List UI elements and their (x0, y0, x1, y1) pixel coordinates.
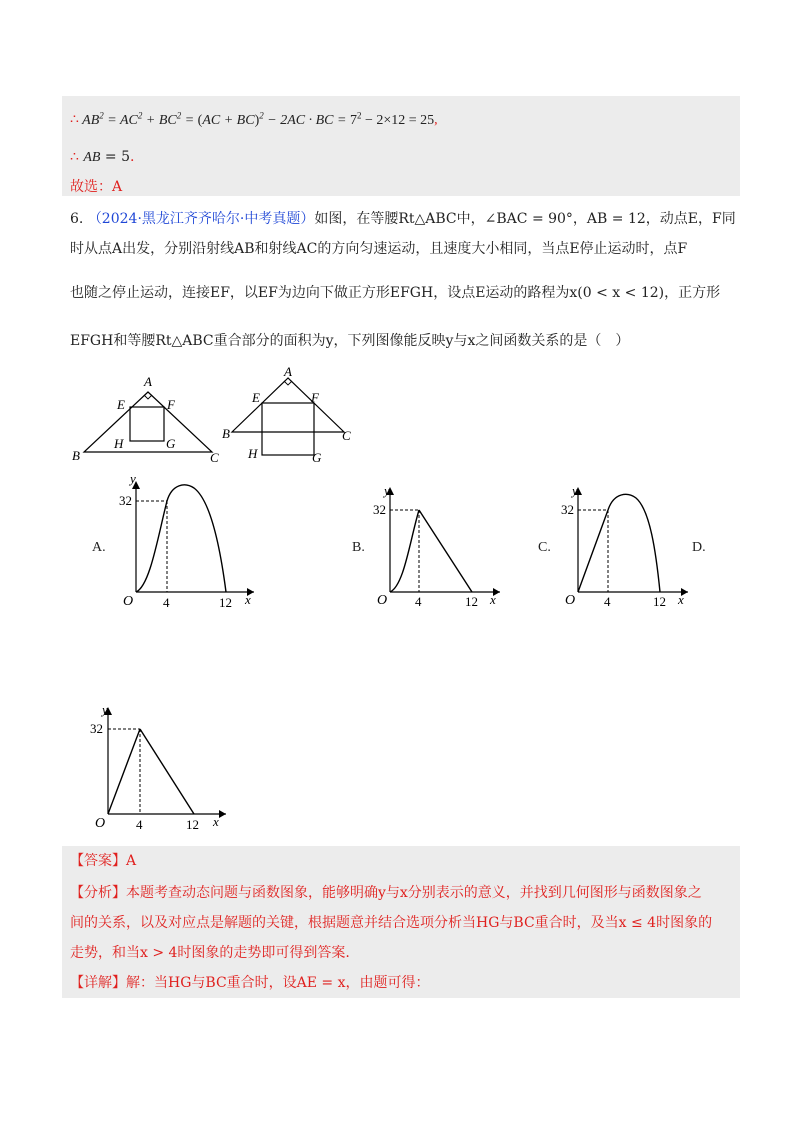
question-line-2: 时从点A出发，分别沿射线AB和射线AC的方向匀速运动，且速度大小相同，当点E停止运动时，点F (70, 241, 688, 257)
y-axis-label: y (102, 702, 108, 717)
graph-option-c (552, 482, 694, 610)
label-H: H (114, 436, 124, 451)
x-axis-label: x (245, 592, 251, 607)
tick-12: 12 (186, 817, 199, 832)
label-B: B (222, 426, 230, 441)
tick-4: 4 (163, 595, 170, 610)
label-F: F (167, 397, 175, 412)
analysis-line-1: 【分析】本题考查动态问题与函数图象，能够明确y与x分别表示的意义，并找到几何图形与函数图象之 (70, 885, 702, 901)
option-label-a[interactable]: A. (92, 540, 106, 555)
question-line-4: EFGH和等腰Rt△ABC重合部分的面积为y，下列图像能反映y与x之间函数关系的是（ ） (70, 333, 630, 349)
tick-32: 32 (119, 493, 132, 508)
tick-12: 12 (219, 595, 232, 610)
origin-label: O (565, 593, 576, 608)
label-E: E (252, 390, 260, 405)
y-axis-label: y (130, 476, 136, 486)
label-A: A (144, 374, 152, 389)
tick-4: 4 (604, 594, 611, 609)
tick-32: 32 (373, 502, 386, 517)
x-axis-label: x (213, 814, 219, 829)
question-line-1 (70, 208, 736, 230)
label-G: G (312, 450, 322, 465)
triangle-figure-1 (70, 372, 230, 464)
question-line-3: 也随之停止运动，连接EF，以EF为边向下做正方形EFGH，设点E运动的路程为x(0 < x < 12)，正方形 (70, 285, 721, 301)
detail-line-1: 【详解】解：当HG与BC重合时，设AE = x，由题可得： (70, 975, 430, 991)
label-F: F (311, 390, 319, 405)
y-axis-label: y (384, 483, 390, 498)
graph-option-a (110, 476, 260, 610)
tick-32: 32 (561, 502, 574, 517)
origin-label: O (95, 816, 106, 831)
tick-4: 4 (136, 817, 143, 832)
tick-4: 4 (415, 594, 422, 609)
tick-32: 32 (90, 721, 103, 736)
x-axis-label: x (678, 592, 684, 607)
graph-option-b (364, 482, 506, 610)
origin-label: O (377, 593, 388, 608)
x-axis-label: x (490, 592, 496, 607)
analysis-line-3: 走势，和当x > 4时图象的走势即可得到答案. (70, 945, 350, 961)
triangle-figure-2 (216, 366, 366, 466)
label-C: C (210, 450, 219, 464)
analysis-line-2: 间的关系，以及对应点是解题的关键，根据题意并结合选项分析当HG与BC重合时，及当x ≤ 4时图象的 (70, 915, 713, 931)
label-B: B (72, 448, 80, 463)
previous-equation-line: ∴ $AB^2 = AC^2 + BC^2 = (AC + BC)^2 - 2AC$ · BC = $7^2 - 2\times 12 = 25$, (70, 110, 438, 128)
option-label-b[interactable]: B. (352, 540, 365, 555)
tick-12: 12 (465, 594, 478, 609)
label-A: A (284, 366, 292, 379)
label-H: H (248, 446, 258, 461)
previous-choice-line: 故选：A (70, 179, 123, 195)
option-label-d[interactable]: D. (692, 540, 706, 555)
question-line-1-text: 如图，在等腰Rt△ABC中，∠BAC = 90°，AB = 12，动点E，F同 (314, 211, 736, 227)
question-source: （2024·黑龙江齐齐哈尔·中考真题） (87, 211, 315, 227)
label-C: C (342, 428, 351, 443)
graph-option-d (82, 702, 232, 832)
label-G: G (166, 436, 176, 451)
question-number: 6. (70, 211, 84, 227)
answer-line: 【答案】A (70, 853, 137, 869)
tick-12: 12 (653, 594, 666, 609)
origin-label: O (123, 594, 134, 609)
y-axis-label: y (572, 483, 578, 498)
previous-ab-line: ∴ AB = 5. (70, 149, 135, 165)
option-label-c[interactable]: C. (538, 540, 551, 555)
label-E: E (117, 397, 125, 412)
